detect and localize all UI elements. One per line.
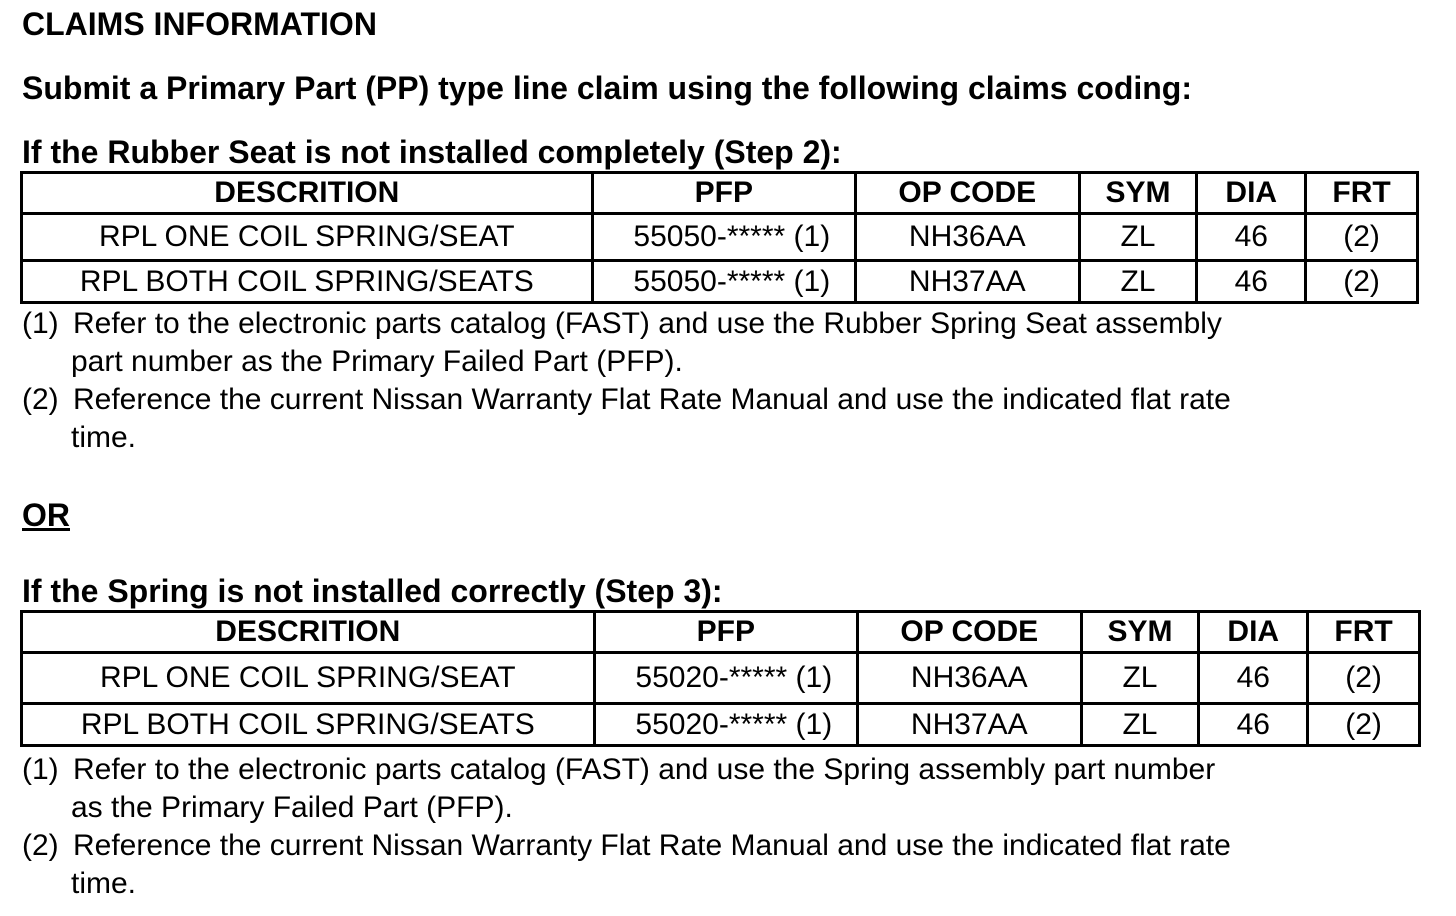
cell-sym: ZL (1081, 704, 1199, 746)
header-op-code: OP CODE (858, 612, 1082, 653)
cell-op-code: NH37AA (856, 261, 1080, 303)
table-row (22, 214, 1418, 261)
header-description: DESCRITION (22, 173, 593, 214)
or-separator: OR (22, 497, 70, 533)
header-dia: DIA (1197, 173, 1306, 214)
cell-description: RPL ONE COIL SPRING/SEAT (22, 653, 595, 704)
footnote-number: (2) (22, 383, 59, 416)
footnote-1-continued: part number as the Primary Failed Part (PFP). (71, 345, 683, 378)
claims-table-2 (20, 610, 1421, 747)
section2-condition: If the Spring is not installed correctly (Step 3): (22, 573, 723, 609)
footnote-2-continued: time. (71, 867, 137, 900)
claims-table-1 (20, 171, 1419, 304)
cell-op-code: NH36AA (856, 214, 1080, 261)
cell-pfp: 55020-***** (1) (594, 653, 857, 704)
footnote-number: (2) (22, 829, 59, 862)
header-pfp: PFP (592, 173, 855, 214)
header-dia: DIA (1199, 612, 1308, 653)
footnote-2 (22, 827, 1231, 865)
footnote-text: Refer to the electronic parts catalog (FAST) and use the Rubber Spring Seat assembly (73, 307, 1222, 340)
header-sym: SYM (1081, 612, 1199, 653)
footnote-number: (1) (22, 753, 59, 786)
cell-frt: (2) (1306, 214, 1418, 261)
cell-pfp: 55050-***** (1) (592, 214, 855, 261)
cell-dia: 46 (1197, 214, 1306, 261)
header-pfp: PFP (594, 612, 857, 653)
cell-description: RPL BOTH COIL SPRING/SEATS (22, 261, 593, 303)
cell-frt: (2) (1308, 653, 1420, 704)
table-header-row (22, 173, 1418, 214)
footnote-text: Reference the current Nissan Warranty Flat Rate Manual and use the indicated flat rate (73, 829, 1231, 862)
header-op-code: OP CODE (856, 173, 1080, 214)
header-frt: FRT (1306, 173, 1418, 214)
cell-sym: ZL (1081, 653, 1199, 704)
cell-op-code: NH36AA (858, 653, 1082, 704)
table-header-row (22, 612, 1420, 653)
footnote-2 (22, 381, 1231, 419)
cell-dia: 46 (1197, 261, 1306, 303)
cell-pfp: 55050-***** (1) (592, 261, 855, 303)
table-row (22, 653, 1420, 704)
footnote-2-continued: time. (71, 421, 137, 454)
footnote-text: Refer to the electronic parts catalog (FAST) and use the Spring assembly part number (73, 753, 1216, 786)
cell-op-code: NH37AA (858, 704, 1082, 746)
header-sym: SYM (1079, 173, 1197, 214)
cell-frt: (2) (1308, 704, 1420, 746)
cell-pfp: 55020-***** (1) (594, 704, 857, 746)
cell-dia: 46 (1199, 653, 1308, 704)
footnote-1 (22, 305, 1222, 343)
intro-text: Submit a Primary Part (PP) type line claim using the following claims coding: (22, 70, 1192, 106)
footnote-number: (1) (22, 307, 59, 340)
page-title: CLAIMS INFORMATION (22, 6, 377, 42)
cell-description: RPL ONE COIL SPRING/SEAT (22, 214, 593, 261)
footnote-text: Reference the current Nissan Warranty Flat Rate Manual and use the indicated flat rate (73, 383, 1231, 416)
cell-description: RPL BOTH COIL SPRING/SEATS (22, 704, 595, 746)
cell-dia: 46 (1199, 704, 1308, 746)
footnote-1-continued: as the Primary Failed Part (PFP). (71, 791, 513, 824)
footnote-1 (22, 751, 1215, 789)
table-row (22, 261, 1418, 303)
header-description: DESCRITION (22, 612, 595, 653)
table-row (22, 704, 1420, 746)
cell-sym: ZL (1079, 214, 1197, 261)
section1-condition: If the Rubber Seat is not installed completely (Step 2): (22, 134, 842, 170)
header-frt: FRT (1308, 612, 1420, 653)
cell-sym: ZL (1079, 261, 1197, 303)
cell-frt: (2) (1306, 261, 1418, 303)
